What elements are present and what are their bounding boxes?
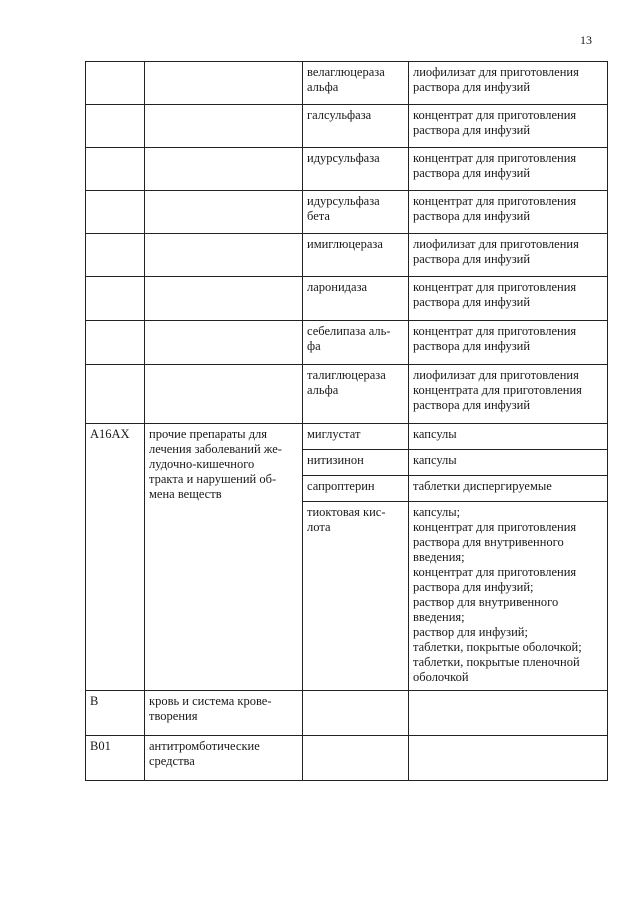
atc-code-cell: [86, 191, 145, 234]
text-line: тракта и нарушений об-: [149, 472, 277, 486]
text-line: оболочкой: [413, 670, 469, 684]
atc-code-cell: [86, 62, 145, 105]
table-row: [86, 148, 608, 191]
text-line: имиглюцераза: [307, 237, 383, 251]
text-line: таблетки диспергируемые: [413, 479, 552, 493]
text-line: лудочно-кишечного: [149, 457, 255, 471]
text-line: капсулы: [413, 427, 457, 441]
text-line: таблетки, покрытые оболочкой;: [413, 640, 582, 654]
pharmacological-group-cell: [145, 736, 303, 781]
pharmacological-group-cell: [145, 424, 303, 691]
atc-code-cell: [86, 105, 145, 148]
drug-name-cell: [303, 234, 409, 277]
drug-name-cell: [303, 191, 409, 234]
pharmacological-group-cell: [145, 277, 303, 321]
text-line: раствора для инфузий: [413, 123, 531, 137]
dosage-form-cell: [409, 691, 608, 736]
drug-name-cell: [303, 148, 409, 191]
text-line: раствор для инфузий;: [413, 625, 528, 639]
text-line: раствора для инфузий: [413, 339, 531, 353]
table-row: [86, 321, 608, 365]
dosage-form-cell: [409, 450, 608, 476]
drug-list-table-container: [85, 61, 607, 781]
pharmacological-group-cell: [145, 234, 303, 277]
drug-name-cell: [303, 365, 409, 424]
text-line: бета: [307, 209, 330, 223]
text-line: концентрат для приготовления: [413, 108, 577, 122]
text-line: раствора для инфузий: [413, 209, 531, 223]
table-row: [86, 691, 608, 736]
text-line: ларонидаза: [307, 280, 368, 294]
atc-code-cell: B01: [86, 736, 145, 781]
text-line: капсулы;: [413, 505, 461, 519]
table-row: [86, 424, 608, 450]
text-line: раствора для внутривенного: [413, 535, 564, 549]
text-line: миглустат: [307, 427, 361, 441]
pharmacological-group-cell: [145, 321, 303, 365]
pharmacological-group-cell: [145, 105, 303, 148]
dosage-form-cell: [409, 105, 608, 148]
pharmacological-group-cell: [145, 148, 303, 191]
table-row: [86, 234, 608, 277]
text-line: концентрата для приготовления: [413, 383, 582, 397]
text-line: мена веществ: [149, 487, 222, 501]
text-line: альфа: [307, 80, 339, 94]
pharmacological-group-cell: [145, 691, 303, 736]
text-line: лиофилизат для приготовления: [413, 368, 579, 382]
drug-name-cell: [303, 476, 409, 502]
atc-code-cell: A16AX: [86, 424, 145, 691]
pharmacological-group-cell: [145, 365, 303, 424]
text-line: введения;: [413, 610, 465, 624]
atc-code-cell: [86, 234, 145, 277]
atc-code-cell: [86, 365, 145, 424]
text-line: идурсульфаза: [307, 151, 380, 165]
drug-name-cell: [303, 277, 409, 321]
text-line: концентрат для приготовления: [413, 151, 577, 165]
page-number: 13: [580, 33, 592, 47]
text-line: раствора для инфузий: [413, 252, 531, 266]
drug-name-cell: [303, 105, 409, 148]
text-line: раствора для инфузий: [413, 295, 531, 309]
pharmacological-group-cell: [145, 191, 303, 234]
text-line: лиофилизат для приготовления: [413, 237, 579, 251]
text-line: талиглюцераза: [307, 368, 386, 382]
dosage-form-cell: [409, 502, 608, 691]
drug-list-table: [85, 61, 608, 781]
table-row: [86, 62, 608, 105]
text-line: концентрат для приготовления: [413, 565, 577, 579]
text-line: прочие препараты для: [149, 427, 268, 441]
drug-name-cell: [303, 424, 409, 450]
dosage-form-cell: [409, 424, 608, 450]
text-line: альфа: [307, 383, 339, 397]
drug-name-cell: [303, 691, 409, 736]
text-line: нитизинон: [307, 453, 364, 467]
text-line: раствора для инфузий: [413, 80, 531, 94]
text-line: капсулы: [413, 453, 457, 467]
text-line: кровь и система крове-: [149, 694, 272, 708]
text-line: творения: [149, 709, 198, 723]
table-row: [86, 191, 608, 234]
dosage-form-cell: [409, 148, 608, 191]
atc-code-cell: [86, 277, 145, 321]
drug-name-cell: [303, 62, 409, 105]
text-line: галсульфаза: [307, 108, 372, 122]
dosage-form-cell: [409, 277, 608, 321]
dosage-form-cell: [409, 234, 608, 277]
atc-code-cell: B: [86, 691, 145, 736]
text-line: концентрат для приготовления: [413, 280, 577, 294]
table-body: [86, 62, 608, 781]
text-line: сапроптерин: [307, 479, 375, 493]
drug-name-cell: [303, 450, 409, 476]
atc-code-cell: [86, 321, 145, 365]
text-line: раствор для внутривенного: [413, 595, 559, 609]
text-line: лиофилизат для приготовления: [413, 65, 579, 79]
table-row: [86, 736, 608, 781]
pharmacological-group-cell: [145, 62, 303, 105]
text-line: концентрат для приготовления: [413, 324, 577, 338]
text-line: средства: [149, 754, 195, 768]
text-line: тиоктовая кис-: [307, 505, 386, 519]
dosage-form-cell: [409, 62, 608, 105]
text-line: введения;: [413, 550, 465, 564]
atc-code-cell: [86, 148, 145, 191]
drug-name-cell: [303, 502, 409, 691]
dosage-form-cell: [409, 736, 608, 781]
text-line: раствора для инфузий: [413, 166, 531, 180]
table-row: [86, 277, 608, 321]
text-line: таблетки, покрытые пленочной: [413, 655, 580, 669]
drug-name-cell: [303, 736, 409, 781]
dosage-form-cell: [409, 476, 608, 502]
table-row: [86, 365, 608, 424]
text-line: идурсульфаза: [307, 194, 380, 208]
text-line: антитромботические: [149, 739, 260, 753]
text-line: лота: [307, 520, 331, 534]
dosage-form-cell: [409, 321, 608, 365]
text-line: велаглюцераза: [307, 65, 385, 79]
text-line: лечения заболеваний же-: [149, 442, 282, 456]
text-line: раствора для инфузий: [413, 398, 531, 412]
text-line: раствора для инфузий;: [413, 580, 534, 594]
text-line: фа: [307, 339, 321, 353]
dosage-form-cell: [409, 191, 608, 234]
dosage-form-cell: [409, 365, 608, 424]
table-row: [86, 105, 608, 148]
text-line: концентрат для приготовления: [413, 194, 577, 208]
drug-name-cell: [303, 321, 409, 365]
text-line: себелипаза аль-: [307, 324, 391, 338]
text-line: концентрат для приготовления: [413, 520, 577, 534]
